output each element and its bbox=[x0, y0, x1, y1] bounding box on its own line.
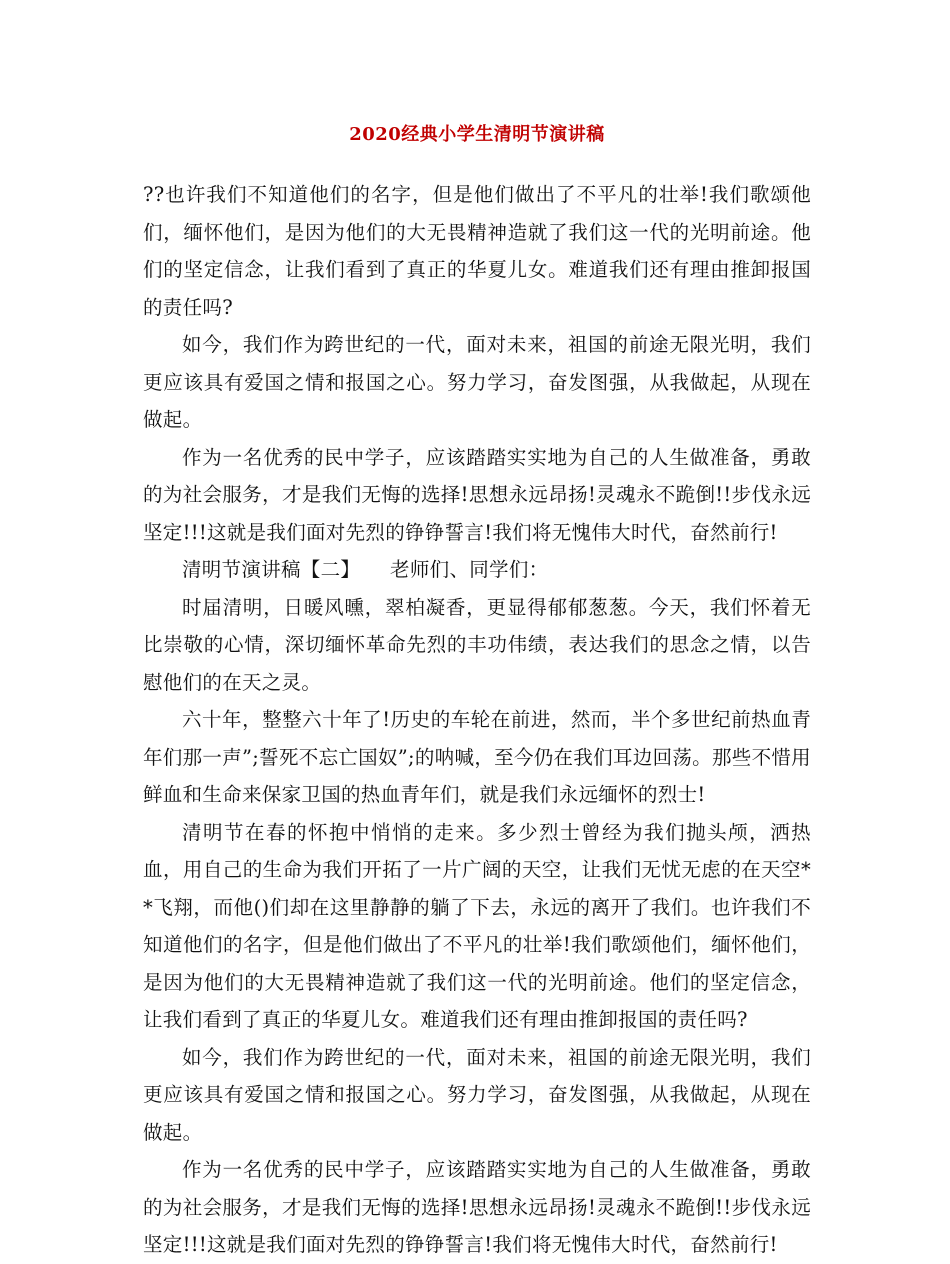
document-page bbox=[143, 118, 811, 1264]
paragraph-3: 作为一名优秀的民中学子，应该踏踏实实地为自己的人生做准备，勇敢的为社会服务，才是我们无悔的选择!思想永远昂扬!灵魂永不跪倒!!步伐永远坚定!!!这就是我们面对先烈的铮铮誓言!我们将无愧伟大时代，奋然前行! bbox=[143, 445, 811, 544]
paragraph-5: 时届清明，日暖风曛，翠柏凝香，更显得郁郁葱葱。今天，我们怀着无比崇敬的心情，深切缅怀革命先烈的丰功伟绩，表达我们的思念之情，以告慰他们的在天之灵。 bbox=[143, 595, 811, 694]
paragraph-7: 清明节在春的怀抱中悄悄的走来。多少烈士曾经为我们抛头颅，洒热血，用自己的生命为我们开拓了一片广阔的天空，让我们无忧无虑的在天空**飞翔，而他()们却在这里静静的躺了下去，永远的离开了我们。也许我们不知道他们的名字，但是他们做出了不平凡的壮举!我们歌颂他们，缅怀他们，是因为他们的大无畏精神造就了我们这一代的光明前途。他们的坚定信念，让我们看到了真正的华夏儿女。难道我们还有理由推卸报国的责任吗? bbox=[143, 820, 811, 1031]
paragraph-1: ??也许我们不知道他们的名字，但是他们做出了不平凡的壮举!我们歌颂他们，缅怀他们，是因为他们的大无畏精神造就了我们这一代的光明前途。他们的坚定信念，让我们看到了真正的华夏儿女。难道我们还有理由推卸报国的责任吗? bbox=[143, 183, 811, 319]
paragraph-9: 作为一名优秀的民中学子，应该踏踏实实地为自己的人生做准备，勇敢的为社会服务，才是我们无悔的选择!思想永远昂扬!灵魂永不跪倒!!步伐永远坚定!!!这就是我们面对先烈的铮铮誓言!我们将无愧伟大时代，奋然前行! bbox=[143, 1158, 811, 1256]
document-title: 2020经典小学生清明节演讲稿 bbox=[349, 124, 605, 145]
paragraph-6: 六十年，整整六十年了!历史的车轮在前进，然而，半个多世纪前热血青年们那一声”;誓死不忘亡国奴”;的呐喊，至今仍在我们耳边回荡。那些不惜用鲜血和生命来保家卫国的热血青年们，就是我们永远缅怀的烈士! bbox=[143, 708, 811, 806]
paragraph-2: 如今，我们作为跨世纪的一代，面对未来，祖国的前途无限光明，我们更应该具有爱国之情和报国之心。努力学习，奋发图强，从我做起，从现在做起。 bbox=[143, 333, 811, 431]
section-heading-speech-two: 清明节演讲稿【二】 老师们、同学们： bbox=[182, 558, 549, 581]
paragraph-8: 如今，我们作为跨世纪的一代，面对未来，祖国的前途无限光明，我们更应该具有爱国之情和报国之心。努力学习，奋发图强，从我做起，从现在做起。 bbox=[143, 1045, 811, 1144]
